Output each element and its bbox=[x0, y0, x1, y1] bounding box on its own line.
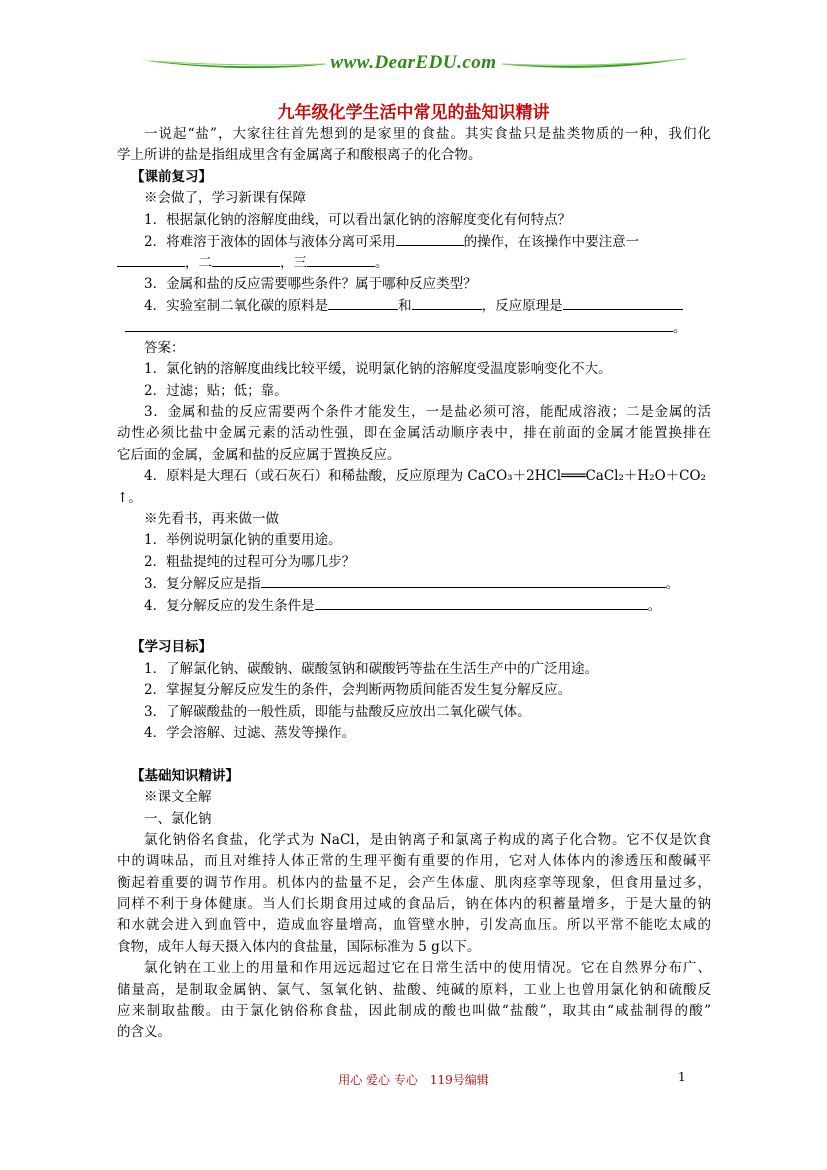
document-body bbox=[117, 124, 711, 1044]
answer-3-line: 3．金属和盐的反应需要两个条件才能发生，一是盐必须可溶，能配成溶液；二是金属的活 bbox=[144, 404, 711, 421]
reading-q1: 1．举例说明氯化钠的重要用途。 bbox=[144, 532, 342, 549]
answer-blank bbox=[563, 295, 683, 310]
paragraph-line: 氯化钠在工业上的用量和作用远远超过它在日常生活中的使用情况。它在自然界分布广、 bbox=[144, 960, 711, 977]
answer-2: 2．过滤；贴；低；靠。 bbox=[144, 382, 288, 399]
q2-part: ，二 bbox=[185, 255, 212, 272]
answer-blank bbox=[396, 231, 464, 246]
section-heading-basics: 【基础知识精讲】 bbox=[131, 767, 239, 784]
reading-end: 。 bbox=[665, 576, 680, 593]
intro-line: 一说起“盐”，大家往往首先想到的是家里的食盐。其实食盐只是盐类物质的一种，我们化 bbox=[144, 126, 711, 142]
answer-blank bbox=[261, 573, 666, 588]
answer-blank bbox=[328, 295, 398, 310]
site-url: www.DearEDU.com bbox=[330, 52, 497, 73]
answer-4: 4．原料是大理石（或石灰石）和稀盐酸，反应原理为 CaCO₃＋2HCl═══CaCl₂＋H₂O＋CO₂ bbox=[144, 468, 706, 485]
question-4 bbox=[117, 295, 711, 316]
goal-item: 1．了解氯化钠、碳酸钠、碳酸氢钠和碳酸钙等盐在生活生产中的广泛用途。 bbox=[144, 660, 599, 677]
paragraph-line: 衡起着重要的调节作用。机体内的盐量不足，会产生体虚、肌肉痉挛等现象，但食用量过多， bbox=[117, 874, 711, 891]
answer-4-cont: ↑。 bbox=[117, 489, 142, 506]
page-number: 1 bbox=[678, 1070, 686, 1084]
reading-sub: ※先看书，再来做一做 bbox=[144, 511, 279, 528]
goal-item: 3．了解碳酸盐的一般性质，即能与盐酸反应放出二氧化碳气体。 bbox=[144, 703, 531, 720]
answer-blank bbox=[117, 252, 185, 267]
paragraph-line: 食物，成年人每天摄入体内的食盐量，国际标准为 5 g以下。 bbox=[117, 938, 481, 955]
reading-end: 。 bbox=[647, 597, 662, 614]
paragraph-line: 中的调味品，而且对维持人体正常的生理平衡有重要的作用，它对人体体内的渗透压和酸碱平 bbox=[117, 853, 711, 870]
basics-section-title: 一、氯化钠 bbox=[144, 810, 212, 827]
section-heading-goals: 【学习目标】 bbox=[131, 639, 212, 656]
question-4-text: ，反应原理是 bbox=[481, 298, 563, 315]
reading-q2: 2．粗盐提纯的过程可分为哪几步？ bbox=[144, 553, 356, 570]
answer-blank bbox=[125, 317, 673, 332]
answer-label: 答案： bbox=[144, 339, 185, 356]
paragraph-line: 储量高，是制取金属钠、氯气、氢氧化钠、盐酸、纯碱的原料，工业上也曾用氯化钠和硫酸反 bbox=[117, 981, 711, 998]
question-2-cont bbox=[117, 252, 711, 273]
reading-q4 bbox=[117, 595, 711, 616]
question-4-cont bbox=[117, 317, 711, 338]
q2-part: 。 bbox=[375, 255, 389, 272]
question-2-text: 2．将难溶于液体的固体与液体分离可采用 bbox=[144, 233, 396, 250]
paragraph-line: 应来制取盐酸。由于氯化钠俗称食盐，因此制成的酸也叫做“盐酸”，取其由“咸盐制得的酸” bbox=[117, 1003, 711, 1020]
basics-sub: ※课文全解 bbox=[144, 789, 212, 806]
question-1: 1．根据氯化钠的溶解度曲线，可以看出氯化钠的溶解度变化有何特点？ bbox=[144, 211, 572, 228]
answer-3-line: 动性必须比盐中金属元素的活动性强，即在金属活动顺序表中，排在前面的金属才能置换排在 bbox=[117, 425, 711, 442]
paragraph-line: 的含义。 bbox=[117, 1024, 171, 1041]
intro-line: 学上所讲的盐是指组成里含有金属离子和酸根离子的化合物。 bbox=[117, 147, 482, 164]
site-header bbox=[0, 40, 827, 90]
q4-end: 。 bbox=[673, 319, 687, 336]
paragraph-line: 同样不利于身体健康。当人们长期食用过咸的食品后，钠在体内的积蓄量增多，于是大量的钠 bbox=[117, 896, 711, 913]
goal-item: 4．学会溶解、过滤、蒸发等操作。 bbox=[144, 724, 356, 741]
question-4-text: 和 bbox=[398, 298, 412, 315]
goal-item: 2．掌握复分解反应发生的条件，会判断两物质间能否发生复分解反应。 bbox=[144, 682, 572, 699]
paragraph-line: 氯化钠俗名食盐，化学式为 NaCl，是由钠离子和氯离子构成的离子化合物。它不仅是饮食 bbox=[144, 831, 711, 848]
question-2-text: 的操作，在该操作中要注意一 bbox=[463, 233, 640, 250]
reading-q3 bbox=[117, 573, 711, 594]
answer-blank bbox=[315, 595, 648, 610]
reading-q3-text: 3．复分解反应是指 bbox=[144, 576, 261, 593]
answer-blank bbox=[212, 252, 280, 267]
paragraph-line: 和水就会进入到血管中，造成血容量增高，血管壁水肿，引发高血压。所以平常不能吃太咸的 bbox=[117, 917, 711, 934]
answer-1: 1．氯化钠的溶解度曲线比较平缓，说明氯化钠的溶解度受温度影响变化不大。 bbox=[144, 361, 612, 378]
q2-part: ，三 bbox=[280, 255, 307, 272]
section-heading-preview: 【课前复习】 bbox=[131, 168, 212, 185]
answer-3-line: 它后面的金属，金属和盐的反应属于置换反应。 bbox=[117, 446, 401, 463]
question-3: 3．金属和盐的反应需要哪些条件？属于哪种反应类型？ bbox=[144, 275, 477, 292]
answer-blank bbox=[412, 295, 482, 310]
page-title: 九年级化学生活中常见的盐知识精讲 bbox=[277, 103, 550, 123]
reading-q4-text: 4．复分解反应的发生条件是 bbox=[144, 597, 315, 614]
preview-sub: ※会做了，学习新课有保障 bbox=[144, 190, 306, 207]
question-2 bbox=[117, 231, 711, 252]
question-4-text: 4．实验室制二氧化碳的原料是 bbox=[144, 298, 329, 315]
page-footer: 用心 爱心 专心 119号编辑 bbox=[338, 1073, 489, 1087]
answer-blank bbox=[307, 252, 375, 267]
